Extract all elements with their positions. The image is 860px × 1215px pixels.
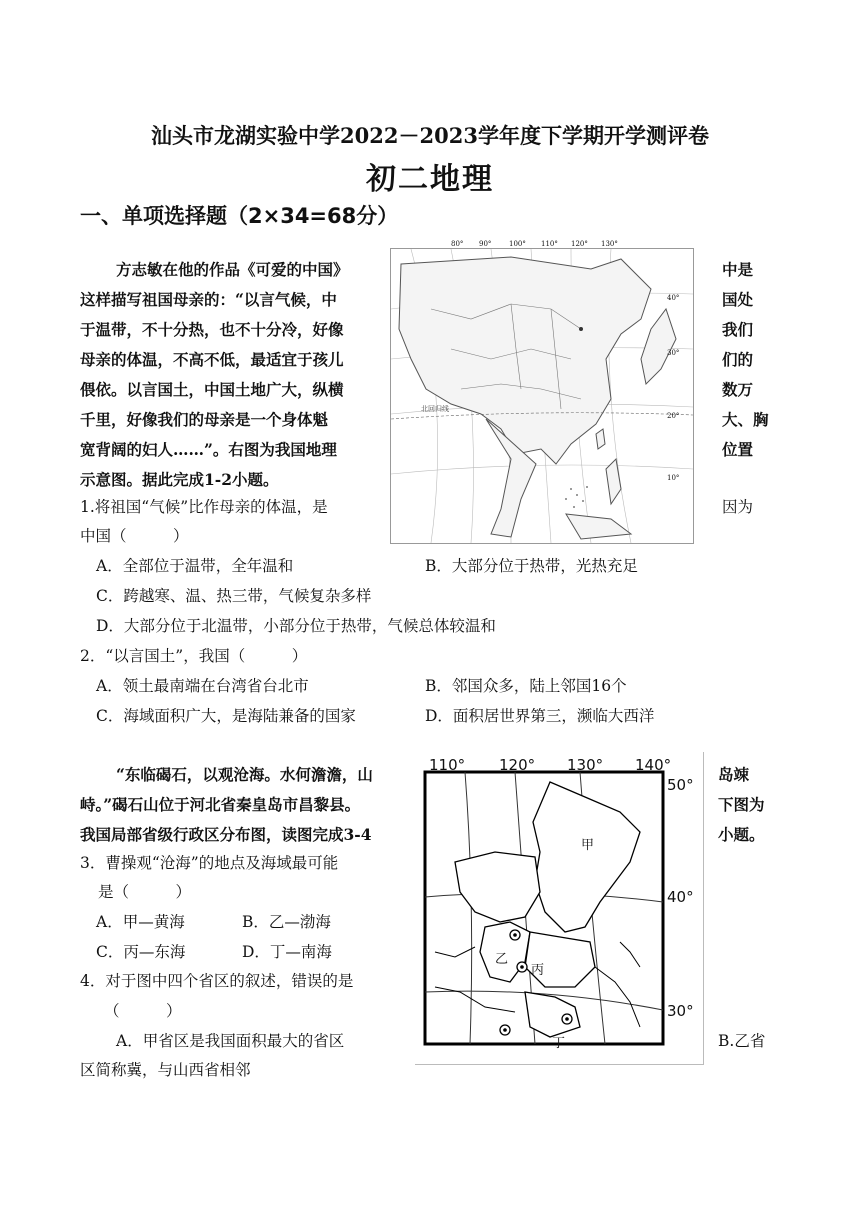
map2-lat-50: 50° — [667, 776, 694, 794]
region-label-jia: 甲 — [581, 838, 595, 853]
subject-title: 初二地理 — [366, 162, 494, 197]
map1-lon-80: 80° — [451, 240, 464, 248]
q3-stem-line1: 3．曹操观“沧海”的地点及海域最可能 — [80, 854, 339, 872]
q2-option-a: A．领土最南端在台湾省台北市 — [96, 677, 309, 695]
passage1-line-8: 示意图。据此完成1-2小题。 — [80, 470, 279, 489]
q4-option-b-tail: 区简称冀，与山西省相邻 — [80, 1061, 251, 1079]
q2-stem: 2．“以言国土”，我国（ ） — [80, 647, 308, 665]
q3-option-b: B．乙—渤海 — [242, 913, 331, 931]
map1-lat-20: 20° — [667, 412, 680, 420]
q2-option-d: D．面积居世界第三，濒临大西洋 — [425, 707, 655, 725]
region-label-yi: 乙 — [495, 952, 509, 967]
section-heading: 一、单项选择题（2×34=68分） — [80, 204, 399, 228]
map2-lon-130: 130° — [567, 756, 604, 774]
map1-lon-100: 100° — [509, 240, 526, 248]
passage1-line-4: 母亲的体温，不高不低，最适宜于孩儿 — [80, 350, 344, 369]
q4-option-a: A．甲省区是我国面积最大的省区 — [116, 1032, 345, 1050]
passage1-right-1: 中是 — [722, 260, 754, 279]
region-label-bing: 丙 — [531, 963, 545, 978]
q4-stem-line2: （ ） — [104, 1002, 182, 1020]
map1-lat-40: 40° — [667, 294, 680, 302]
passage1-right-3: 我们 — [722, 320, 754, 339]
map2-lat-30: 30° — [667, 1002, 694, 1020]
passage2-line-3: 我国局部省级行政区分布图，读图完成3-4 — [80, 825, 372, 844]
map2-lon-140: 140° — [635, 756, 672, 774]
map2-lat-40: 40° — [667, 888, 694, 906]
q1-option-a: A．全部位于温带，全年温和 — [96, 557, 294, 575]
q1-option-d: D．大部分位于北温带，小部分位于热带，气候总体较温和 — [96, 617, 496, 635]
q4-stem-line1: 4．对于图中四个省区的叙述，错误的是 — [80, 972, 354, 990]
passage2-right-2: 下图为 — [718, 795, 765, 814]
china-location-map — [390, 240, 694, 544]
province-map — [415, 752, 704, 1065]
school-title: 汕头市龙湖实验中学2022－2023学年度下学期开学测评卷 — [151, 123, 709, 148]
q1-stem-tail: 因为 — [722, 498, 754, 516]
passage1-line-5: 偎依。以言国土，中国土地广大，纵横 — [80, 380, 344, 399]
map1-lon-130: 130° — [601, 240, 618, 248]
passage1-right-5: 数万 — [722, 380, 754, 399]
map1-lon-90: 90° — [479, 240, 492, 248]
passage1-line-6: 千里，好像我们的母亲是一个身体魁 — [80, 410, 329, 429]
passage1-line-1: 方志敏在他的作品《可爱的中国》 — [116, 260, 349, 279]
map1-lon-110: 110° — [541, 240, 558, 248]
map2-lon-120: 120° — [499, 756, 536, 774]
passage1-right-2: 国处 — [722, 290, 754, 309]
q3-option-c: C．丙—东海 — [96, 943, 186, 961]
passage2-line-2: 峙。”碣石山位于河北省秦皇岛市昌黎县。 — [80, 795, 361, 814]
province-map-graphic — [415, 752, 703, 1064]
q4-option-b-head: B.乙省 — [718, 1032, 766, 1050]
map1-lon-120: 120° — [571, 240, 588, 248]
tropic-of-cancer-label: 北回归线 — [421, 405, 449, 413]
q2-option-b: B．邻国众多，陆上邻国16个 — [425, 677, 627, 695]
q3-option-d: D．丁—南海 — [242, 943, 332, 961]
passage2-right-1: 岛竦 — [718, 765, 750, 784]
passage2-line-1: “东临碣石，以观沧海。水何澹澹，山 — [116, 765, 373, 784]
q1-option-c: C．跨越寒、温、热三带，气候复杂多样 — [96, 587, 372, 605]
passage1-right-4: 们的 — [722, 350, 754, 369]
q3-option-a: A．甲—黄海 — [96, 913, 185, 931]
map1-lat-10: 10° — [667, 474, 680, 482]
q1-stem-line2: 中国（ ） — [80, 527, 189, 545]
passage1-line-3: 于温带，不十分热，也不十分冷，好像 — [80, 320, 344, 339]
map1-lat-30: 30° — [667, 349, 680, 357]
q1-option-b: B．大部分位于热带，光热充足 — [425, 557, 638, 575]
q2-option-c: C．海域面积广大，是海陆兼备的国家 — [96, 707, 356, 725]
map2-lon-110: 110° — [429, 756, 466, 774]
passage1-line-2: 这样描写祖国母亲的：“以言气候，中 — [80, 290, 337, 309]
q3-stem-line2: 是（ ） — [98, 883, 192, 901]
passage2-right-3: 小题。 — [718, 825, 765, 844]
passage1-right-6: 大、胸 — [722, 410, 769, 429]
region-label-ding: 丁 — [552, 1036, 566, 1051]
passage1-line-7: 宽背阔的妇人……”。右图为我国地理 — [80, 440, 337, 459]
q1-stem-line1: 1.将祖国“气候”比作母亲的体温，是 — [80, 498, 328, 516]
china-map-graphic — [391, 249, 693, 543]
passage1-right-7: 位置 — [722, 440, 754, 459]
